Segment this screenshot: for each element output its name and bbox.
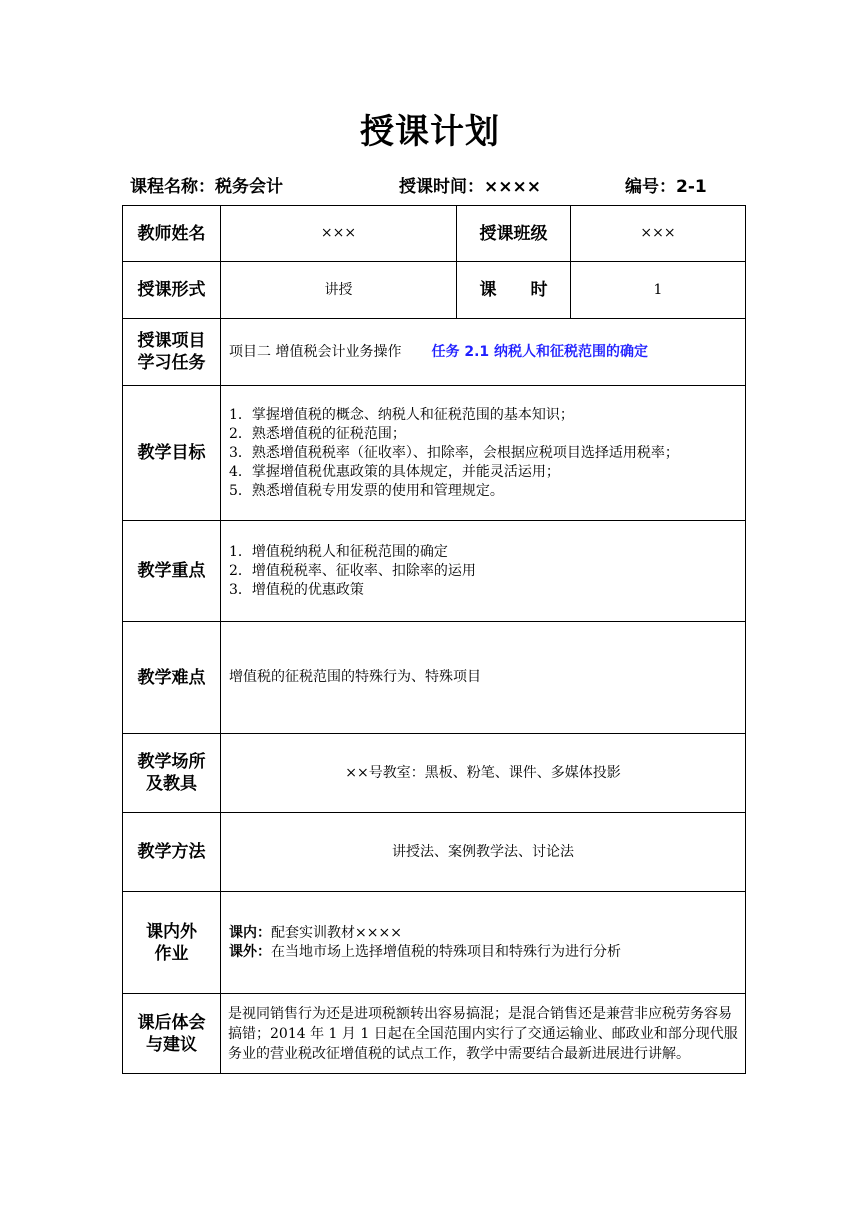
homework-in-class-value: 配套实训教材×××× xyxy=(271,924,402,941)
methods-label: 教学方法 xyxy=(123,813,221,892)
project-task-label-line2: 学习任务 xyxy=(137,353,206,373)
difficulties-value: 增值税的征税范围的特殊行为、特殊项目 xyxy=(221,622,746,734)
row-methods xyxy=(123,813,746,892)
homework-after-class xyxy=(229,943,737,962)
objective-item: 5．熟悉增值税专用发票的使用和管理规定。 xyxy=(229,482,504,499)
row-reflection xyxy=(123,994,746,1074)
teacher-name-label: 教师姓名 xyxy=(123,206,221,262)
reflection-label-line1: 课后体会 xyxy=(137,1012,206,1033)
row-homework xyxy=(123,892,746,994)
homework-after-class-value: 在当地市场上选择增值税的特殊项目和特殊行为进行分析 xyxy=(271,943,621,960)
homework-in-class xyxy=(229,924,737,943)
reflection-label xyxy=(123,994,221,1074)
objective-item: 1．掌握增值税的概念、纳税人和征税范围的基本知识； xyxy=(229,406,574,423)
project-task-label-line1: 授课项目 xyxy=(137,331,206,351)
venue-label xyxy=(123,734,221,813)
objective-item: 2．熟悉增值税的征税范围； xyxy=(229,425,406,442)
project-name: 项目二 增值税会计业务操作 xyxy=(229,343,402,360)
homework-value xyxy=(221,892,746,994)
teaching-form-value: 讲授 xyxy=(221,262,457,319)
key-points-label: 教学重点 xyxy=(123,521,221,622)
key-point-item: 1．增值税纳税人和征税范围的确定 xyxy=(229,543,448,560)
key-points-list xyxy=(221,521,746,622)
teaching-form-label: 授课形式 xyxy=(123,262,221,319)
task-name: 任务 2.1 纳税人和征税范围的确定 xyxy=(431,343,649,360)
homework-in-class-label: 课内： xyxy=(229,924,271,941)
class-hours-value: 1 xyxy=(571,262,746,319)
row-difficulties xyxy=(123,622,746,734)
objective-item: 3．熟悉增值税税率（征收率）、扣除率，会根据应税项目选择适用税率； xyxy=(229,444,679,461)
plan-number: 编号：2-1 xyxy=(625,177,707,197)
objective-item: 4．掌握增值税优惠政策的具体规定，并能灵活运用； xyxy=(229,463,560,480)
lesson-time: 授课时间：×××× xyxy=(399,177,541,197)
row-task xyxy=(123,319,746,386)
row-objectives xyxy=(123,386,746,521)
key-point-item: 2．增值税税率、征收率、扣除率的运用 xyxy=(229,562,476,579)
course-name: 课程名称：税务会计 xyxy=(130,177,283,197)
row-form xyxy=(123,262,746,319)
venue-value: ××号教室：黑板、粉笔、课件、多媒体投影 xyxy=(221,734,746,813)
class-value: ××× xyxy=(571,206,746,262)
class-hours-label: 课 时 xyxy=(457,262,571,319)
homework-label xyxy=(123,892,221,994)
venue-label-line1: 教学场所 xyxy=(137,752,206,772)
reflection-label-line2: 与建议 xyxy=(146,1034,197,1055)
difficulties-label: 教学难点 xyxy=(123,622,221,734)
venue-label-line2: 及教具 xyxy=(146,774,197,794)
methods-value: 讲授法、案例教学法、讨论法 xyxy=(221,813,746,892)
teacher-name-value: ××× xyxy=(221,206,457,262)
homework-label-line2: 作业 xyxy=(154,943,189,964)
row-venue xyxy=(123,734,746,813)
homework-after-class-label: 课外： xyxy=(229,943,271,960)
project-task-label xyxy=(123,319,221,386)
row-teacher xyxy=(123,206,746,262)
reflection-value: 是视同销售行为还是进项税额转出容易搞混；是混合销售还是兼营非应税劳务容易搞错；2014 年 1 月 1 日起在全国范围内实行了交通运输业、邮政业和部分现代服务业的营业税改征增值税的试点工作，教学中需要结合最新进展进行讲解。 xyxy=(221,994,746,1074)
class-label: 授课班级 xyxy=(457,206,571,262)
row-key-points xyxy=(123,521,746,622)
key-point-item: 3．增值税的优惠政策 xyxy=(229,581,364,598)
objectives-label: 教学目标 xyxy=(123,386,221,521)
lesson-plan-table xyxy=(122,205,746,1074)
objectives-list xyxy=(221,386,746,521)
project-task-value xyxy=(221,319,746,386)
page-title: 授课计划 xyxy=(360,112,500,152)
homework-label-line1: 课内外 xyxy=(146,921,197,942)
